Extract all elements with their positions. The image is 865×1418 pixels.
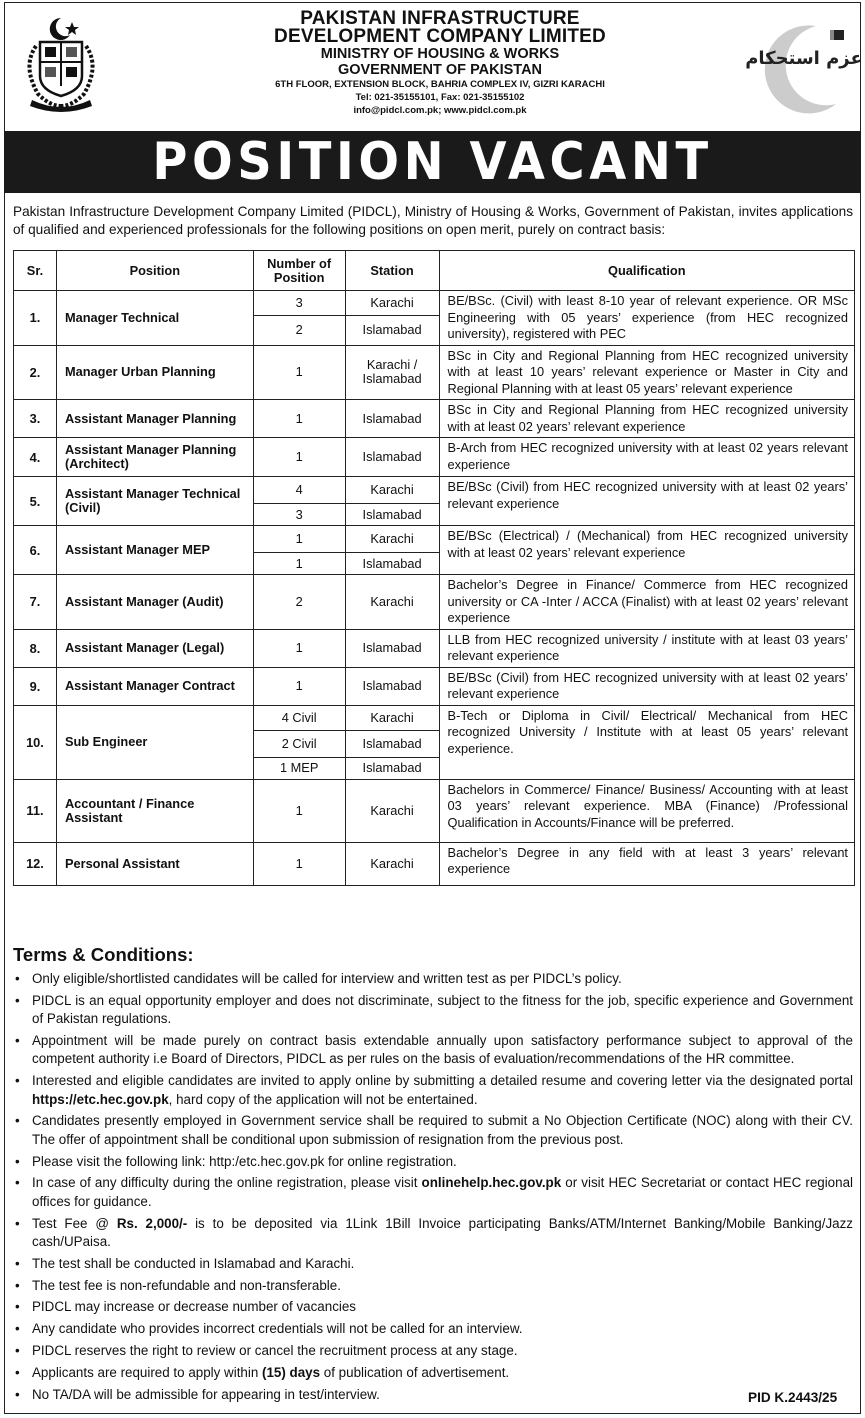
table-row — [14, 629, 855, 667]
cell-number: 1 — [253, 629, 345, 667]
cell-sr: 5. — [14, 477, 57, 526]
cell-sr: 11. — [14, 779, 57, 842]
terms-item — [13, 1072, 853, 1109]
phone-fax: Tel: 021-35155101, Fax: 021-35155102 — [355, 92, 525, 103]
cell-station: Karachi / Islamabad — [345, 345, 439, 400]
cell-station: Islamabad — [345, 730, 439, 757]
table-row — [14, 438, 855, 477]
cell-sr: 8. — [14, 629, 57, 667]
cell-sr: 12. — [14, 842, 57, 885]
cell-sr: 3. — [14, 400, 57, 438]
terms-list — [13, 970, 853, 1407]
cell-station: Karachi — [345, 779, 439, 842]
cell-number: 4 Civil — [253, 705, 345, 730]
terms-item: • PIDCL reserves the right to review or cancel the recruitment process at any stage. — [13, 1342, 853, 1360]
cell-position: Assistant Manager Planning — [56, 400, 253, 438]
terms-item-bold: (15) days — [262, 1364, 321, 1380]
cell-station: Islamabad — [345, 316, 439, 345]
header-sr: Sr. — [14, 251, 57, 291]
terms-item-bold: Rs. 2,000/- — [116, 1215, 188, 1231]
terms-item-bold: onlinehelp.hec.gov.pk — [421, 1175, 562, 1191]
header-station: Station — [345, 251, 439, 291]
cell-qualification: BE/BSc (Civil) from HEC recognized university with at least 02 years’ relevant experience — [439, 667, 854, 705]
cell-qualification: BSc in City and Regional Planning from HEC recognized university with at least 10 years’ relevant experience or Master in City and Regional Planning with at least 05 years’ relevant experience — [439, 345, 854, 400]
cell-station: Islamabad — [345, 629, 439, 667]
terms-item-text: of publication of advertisement. — [320, 1364, 510, 1380]
org-name-line1: PAKISTAN INFRASTRUCTURE — [300, 8, 580, 29]
table-row — [14, 345, 855, 400]
table-row — [14, 477, 855, 504]
cell-qualification: Bachelors in Commerce/ Finance/ Business/ Accounting with at least 03 years’ relevant experience. MBA (Finance) /Professional Qualification in Accounts/Finance will be preferred. — [439, 779, 854, 842]
cell-number: 1 — [253, 842, 345, 885]
cell-qualification: B-Tech or Diploma in Civil/ Electrical/ Mechanical from HEC recognized University / Institute with at least 05 years’ relevant experience. — [439, 705, 854, 779]
cell-sr: 9. — [14, 667, 57, 705]
cell-number: 2 Civil — [253, 730, 345, 757]
positions-table — [13, 250, 855, 886]
cell-qualification: BE/BSc. (Civil) with least 8-10 year of relevant experience. OR MSc Engineering with 05 years’ experience (from HEC recognized university), registered with PEC — [439, 291, 854, 346]
table-row — [14, 705, 855, 730]
cell-position: Assistant Manager (Audit) — [56, 575, 253, 630]
header-number: Number of Position — [253, 251, 345, 291]
cell-number: 1 — [253, 667, 345, 705]
cell-station: Islamabad — [345, 400, 439, 438]
cell-station: Karachi — [345, 526, 439, 553]
cell-number: 2 — [253, 316, 345, 345]
cell-qualification: BE/BSc (Electrical) / (Mechanical) from HEC recognized university with at least 02 years’ relevant experience — [439, 526, 854, 575]
pid-number: PID K.2443/25 — [748, 1390, 838, 1405]
cell-position: Accountant / Finance Assistant — [56, 779, 253, 842]
cell-position: Assistant Manager (Legal) — [56, 629, 253, 667]
table-row — [14, 842, 855, 885]
cell-number: 1 — [253, 438, 345, 477]
cell-position: Assistant Manager Contract — [56, 667, 253, 705]
cell-position: Assistant Manager MEP — [56, 526, 253, 575]
cell-qualification: B-Arch from HEC recognized university with at least 02 years relevant experience — [439, 438, 854, 477]
position-vacant-banner: POSITION VACANT — [4, 131, 861, 193]
terms-item: • Appointment will be made purely on contract basis extendable annually upon satisfactory performance subject to approval of the competent authority i.e Board of Directors, PIDCL as per rules on the basis of evaluation/recommendations of the HR committee. — [13, 1032, 853, 1069]
table-row — [14, 575, 855, 630]
cell-position: Manager Urban Planning — [56, 345, 253, 400]
cell-number: 4 — [253, 477, 345, 504]
terms-item-text: , hard copy of the application will not be entertained. — [168, 1091, 478, 1107]
terms-item: • Please visit the following link: http:/etc.hec.gov.pk for online registration. — [13, 1153, 853, 1171]
table-row — [14, 291, 855, 316]
cell-number: 1 MEP — [253, 757, 345, 779]
cell-qualification: BSc in City and Regional Planning from HEC recognized university with at least 02 years’ relevant experience — [439, 400, 854, 438]
terms-item: • PIDCL may increase or decrease number of vacancies — [13, 1298, 853, 1316]
cell-sr: 4. — [14, 438, 57, 477]
cell-station: Islamabad — [345, 757, 439, 779]
azm-e-istehkam-logo-icon — [745, 20, 863, 112]
table-header-row — [14, 251, 855, 291]
cell-number: 3 — [253, 504, 345, 526]
cell-sr: 10. — [14, 705, 57, 779]
cell-number: 1 — [253, 553, 345, 575]
table-row — [14, 526, 855, 553]
cell-number: 1 — [253, 526, 345, 553]
terms-item-text: Test Fee @ — [32, 1215, 117, 1231]
ministry-name: MINISTRY OF HOUSING & WORKS — [320, 46, 560, 62]
terms-item — [13, 1364, 853, 1382]
terms-item — [13, 1174, 853, 1211]
cell-station: Karachi — [345, 705, 439, 730]
cell-position: Personal Assistant — [56, 842, 253, 885]
cell-qualification: Bachelor’s Degree in any field with at least 3 years’ relevant experience — [439, 842, 854, 885]
terms-item-text: Applicants are required to apply within — [32, 1364, 263, 1380]
terms-item: • PIDCL is an equal opportunity employer and does not discriminate, subject to the fitness for the job, specific experience and Government of Pakistan regulations. — [13, 992, 853, 1029]
svg-text:عزم استحکام: عزم استحکام — [745, 48, 863, 69]
table-row — [14, 400, 855, 438]
table-row — [14, 667, 855, 705]
address: 6TH FLOOR, EXTENSION BLOCK, BAHRIA COMPLEX IV, GIZRI KARACHI — [275, 79, 605, 90]
cell-station: Islamabad — [345, 438, 439, 477]
cell-sr: 6. — [14, 526, 57, 575]
cell-station: Karachi — [345, 575, 439, 630]
terms-item-text: In case of any difficulty during the online registration, please visit — [32, 1175, 422, 1191]
cell-number: 3 — [253, 291, 345, 316]
cell-position: Assistant Manager Planning (Architect) — [56, 438, 253, 477]
cell-station: Islamabad — [345, 504, 439, 526]
government-name: GOVERNMENT OF PAKISTAN — [337, 62, 543, 78]
cell-sr: 1. — [14, 291, 57, 346]
cell-station: Islamabad — [345, 553, 439, 575]
cell-number: 1 — [253, 400, 345, 438]
header — [0, 0, 865, 132]
cell-number: 1 — [253, 779, 345, 842]
header-qualification: Qualification — [439, 251, 854, 291]
cell-sr: 7. — [14, 575, 57, 630]
cell-qualification: BE/BSc (Civil) from HEC recognized university with at least 02 years’ relevant experience — [439, 477, 854, 526]
header-text — [170, 10, 710, 117]
terms-item: • Only eligible/shortlisted candidates will be called for interview and written test as per PIDCL’s policy. — [13, 970, 853, 988]
cell-qualification: LLB from HEC recognized university / institute with at least 03 years’ relevant experience — [439, 629, 854, 667]
terms-item: • The test fee is non-refundable and non-transferable. — [13, 1277, 853, 1295]
terms-item — [13, 1215, 853, 1252]
cell-station: Karachi — [345, 291, 439, 316]
cell-position: Sub Engineer — [56, 705, 253, 779]
cell-station: Karachi — [345, 842, 439, 885]
cell-number: 1 — [253, 345, 345, 400]
cell-position: Manager Technical — [56, 291, 253, 346]
cell-number: 2 — [253, 575, 345, 630]
terms-item: • No TA/DA will be admissible for appearing in test/interview. — [13, 1386, 853, 1404]
table-row — [14, 779, 855, 842]
terms-item-bold: https://etc.hec.gov.pk — [32, 1091, 169, 1107]
header-position: Position — [56, 251, 253, 291]
org-name-line2: DEVELOPMENT COMPANY LIMITED — [274, 26, 606, 47]
email-website: info@pidcl.com.pk; www.pidcl.com.pk — [353, 105, 527, 116]
cell-position: Assistant Manager Technical (Civil) — [56, 477, 253, 526]
cell-station: Karachi — [345, 477, 439, 504]
terms-item-text: Interested and eligible candidates are invited to apply online by submitting a detailed resume and covering letter via the designated portal — [32, 1073, 853, 1089]
cell-station: Islamabad — [345, 667, 439, 705]
cell-sr: 2. — [14, 345, 57, 400]
pakistan-emblem-icon — [18, 16, 104, 112]
terms-item: • Any candidate who provides incorrect credentials will not be called for an interview. — [13, 1320, 853, 1338]
intro-paragraph: Pakistan Infrastructure Development Company Limited (PIDCL), Ministry of Housing & Works, Government of Pakistan, invites applications of qualified and experienced professionals for the following positions on open merit, purely on contract basis: — [13, 204, 853, 237]
terms-item-text: is to be deposited via 1Link 1Bill Invoice participating Banks/ATM/Internet Banking/Mobile Banking/Jazz cash/UPaisa. — [32, 1215, 853, 1250]
terms-item: • The test shall be conducted in Islamabad and Karachi. — [13, 1255, 853, 1273]
cell-qualification: Bachelor’s Degree in Finance/ Commerce from HEC recognized university or CA -Inter / ACCA (Finalist) with at least 02 years’ relevant experience — [439, 575, 854, 630]
terms-title: Terms & Conditions: — [13, 944, 194, 965]
terms-item-text: or visit HEC Secretariat or contact HEC regional offices for guidance. — [32, 1175, 854, 1209]
terms-item: • Candidates presently employed in Government service shall be required to submit a No Objection Certificate (NOC) along with their CV. The offer of appointment shall be conditional upon submission of resignation from the previous post. — [13, 1112, 853, 1149]
